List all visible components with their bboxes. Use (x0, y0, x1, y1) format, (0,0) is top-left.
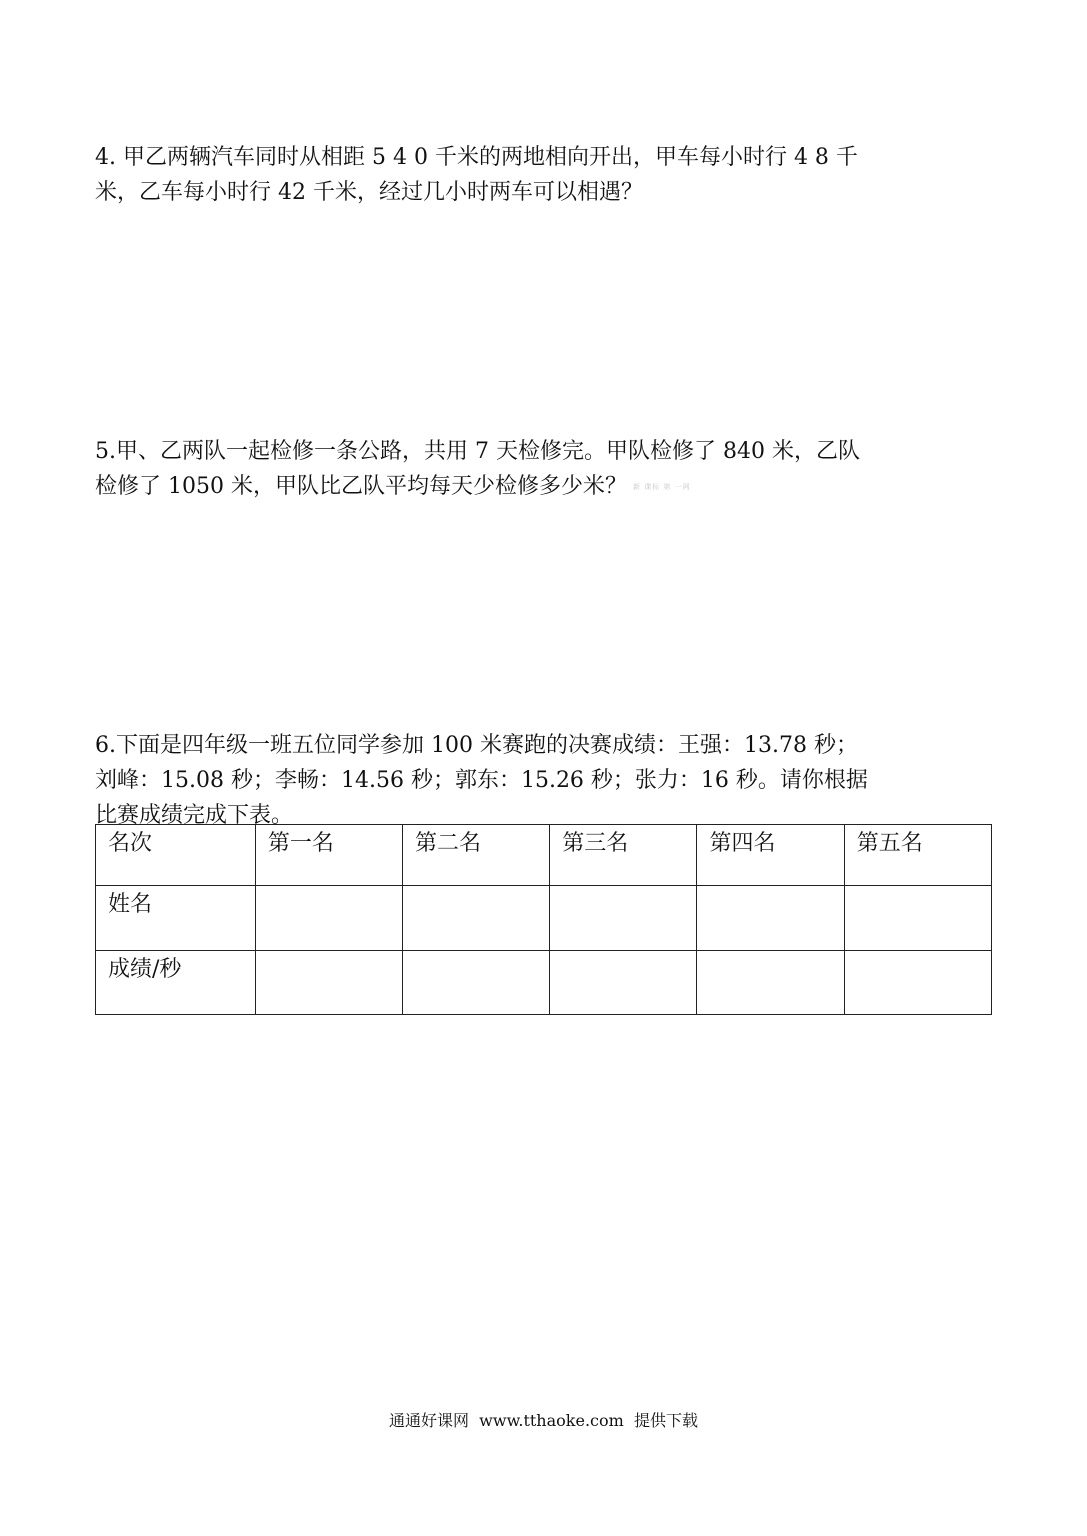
watermark-text: 新 课标 第 一网 (632, 482, 691, 491)
page-footer: 通通好课网 www.tthaoke.com 提供下载 (389, 1411, 698, 1430)
problem-4 (95, 140, 975, 210)
name-cell-fifth[interactable] (844, 886, 991, 951)
header-cell-second: 第二名 (403, 825, 550, 886)
score-cell-second[interactable] (403, 951, 550, 1015)
problem-6-line-2: 刘峰：15.08 秒；李畅：14.56 秒；郭东：15.26 秒；张力：16 秒。请你根据 (95, 768, 868, 793)
table-row-score (96, 951, 992, 1015)
score-cell-fifth[interactable] (844, 951, 991, 1015)
header-cell-rank: 名次 (96, 825, 256, 886)
name-cell-third[interactable] (550, 886, 697, 951)
problem-4-line-2: 米，乙车每小时行 42 千米，经过几小时两车可以相遇？ (95, 180, 643, 205)
results-table (95, 824, 992, 1015)
table-row-name (96, 886, 992, 951)
problem-6-line-1: 6.下面是四年级一班五位同学参加 100 米赛跑的决赛成绩：王强：13.78 秒； (95, 733, 858, 758)
name-cell-first[interactable] (255, 886, 402, 951)
problem-6-line-3: 比赛成绩完成下表。 (95, 803, 294, 828)
name-cell-second[interactable] (403, 886, 550, 951)
problem-5 (95, 434, 975, 504)
problem-5-line-1: 5.甲、乙两队一起检修一条公路，共用 7 天检修完。甲队检修了 840 米，乙队 (95, 439, 860, 464)
row-label-name: 姓名 (96, 886, 256, 951)
problem-4-line-1: 4. 甲乙两辆汽车同时从相距 5 4 0 千米的两地相向开出，甲车每小时行 4 8 千 (95, 145, 858, 170)
score-cell-fourth[interactable] (697, 951, 844, 1015)
score-cell-first[interactable] (255, 951, 402, 1015)
header-cell-first: 第一名 (255, 825, 402, 886)
score-cell-third[interactable] (550, 951, 697, 1015)
name-cell-fourth[interactable] (697, 886, 844, 951)
table-header-row (96, 825, 992, 886)
problem-5-line-2 (95, 469, 975, 504)
header-cell-third: 第三名 (550, 825, 697, 886)
row-label-score: 成绩/秒 (96, 951, 256, 1015)
header-cell-fifth: 第五名 (844, 825, 991, 886)
header-cell-fourth: 第四名 (697, 825, 844, 886)
problem-5-line-2-text: 检修了 1050 米，甲队比乙队平均每天少检修多少米？ (95, 474, 627, 499)
problem-6 (95, 728, 975, 833)
